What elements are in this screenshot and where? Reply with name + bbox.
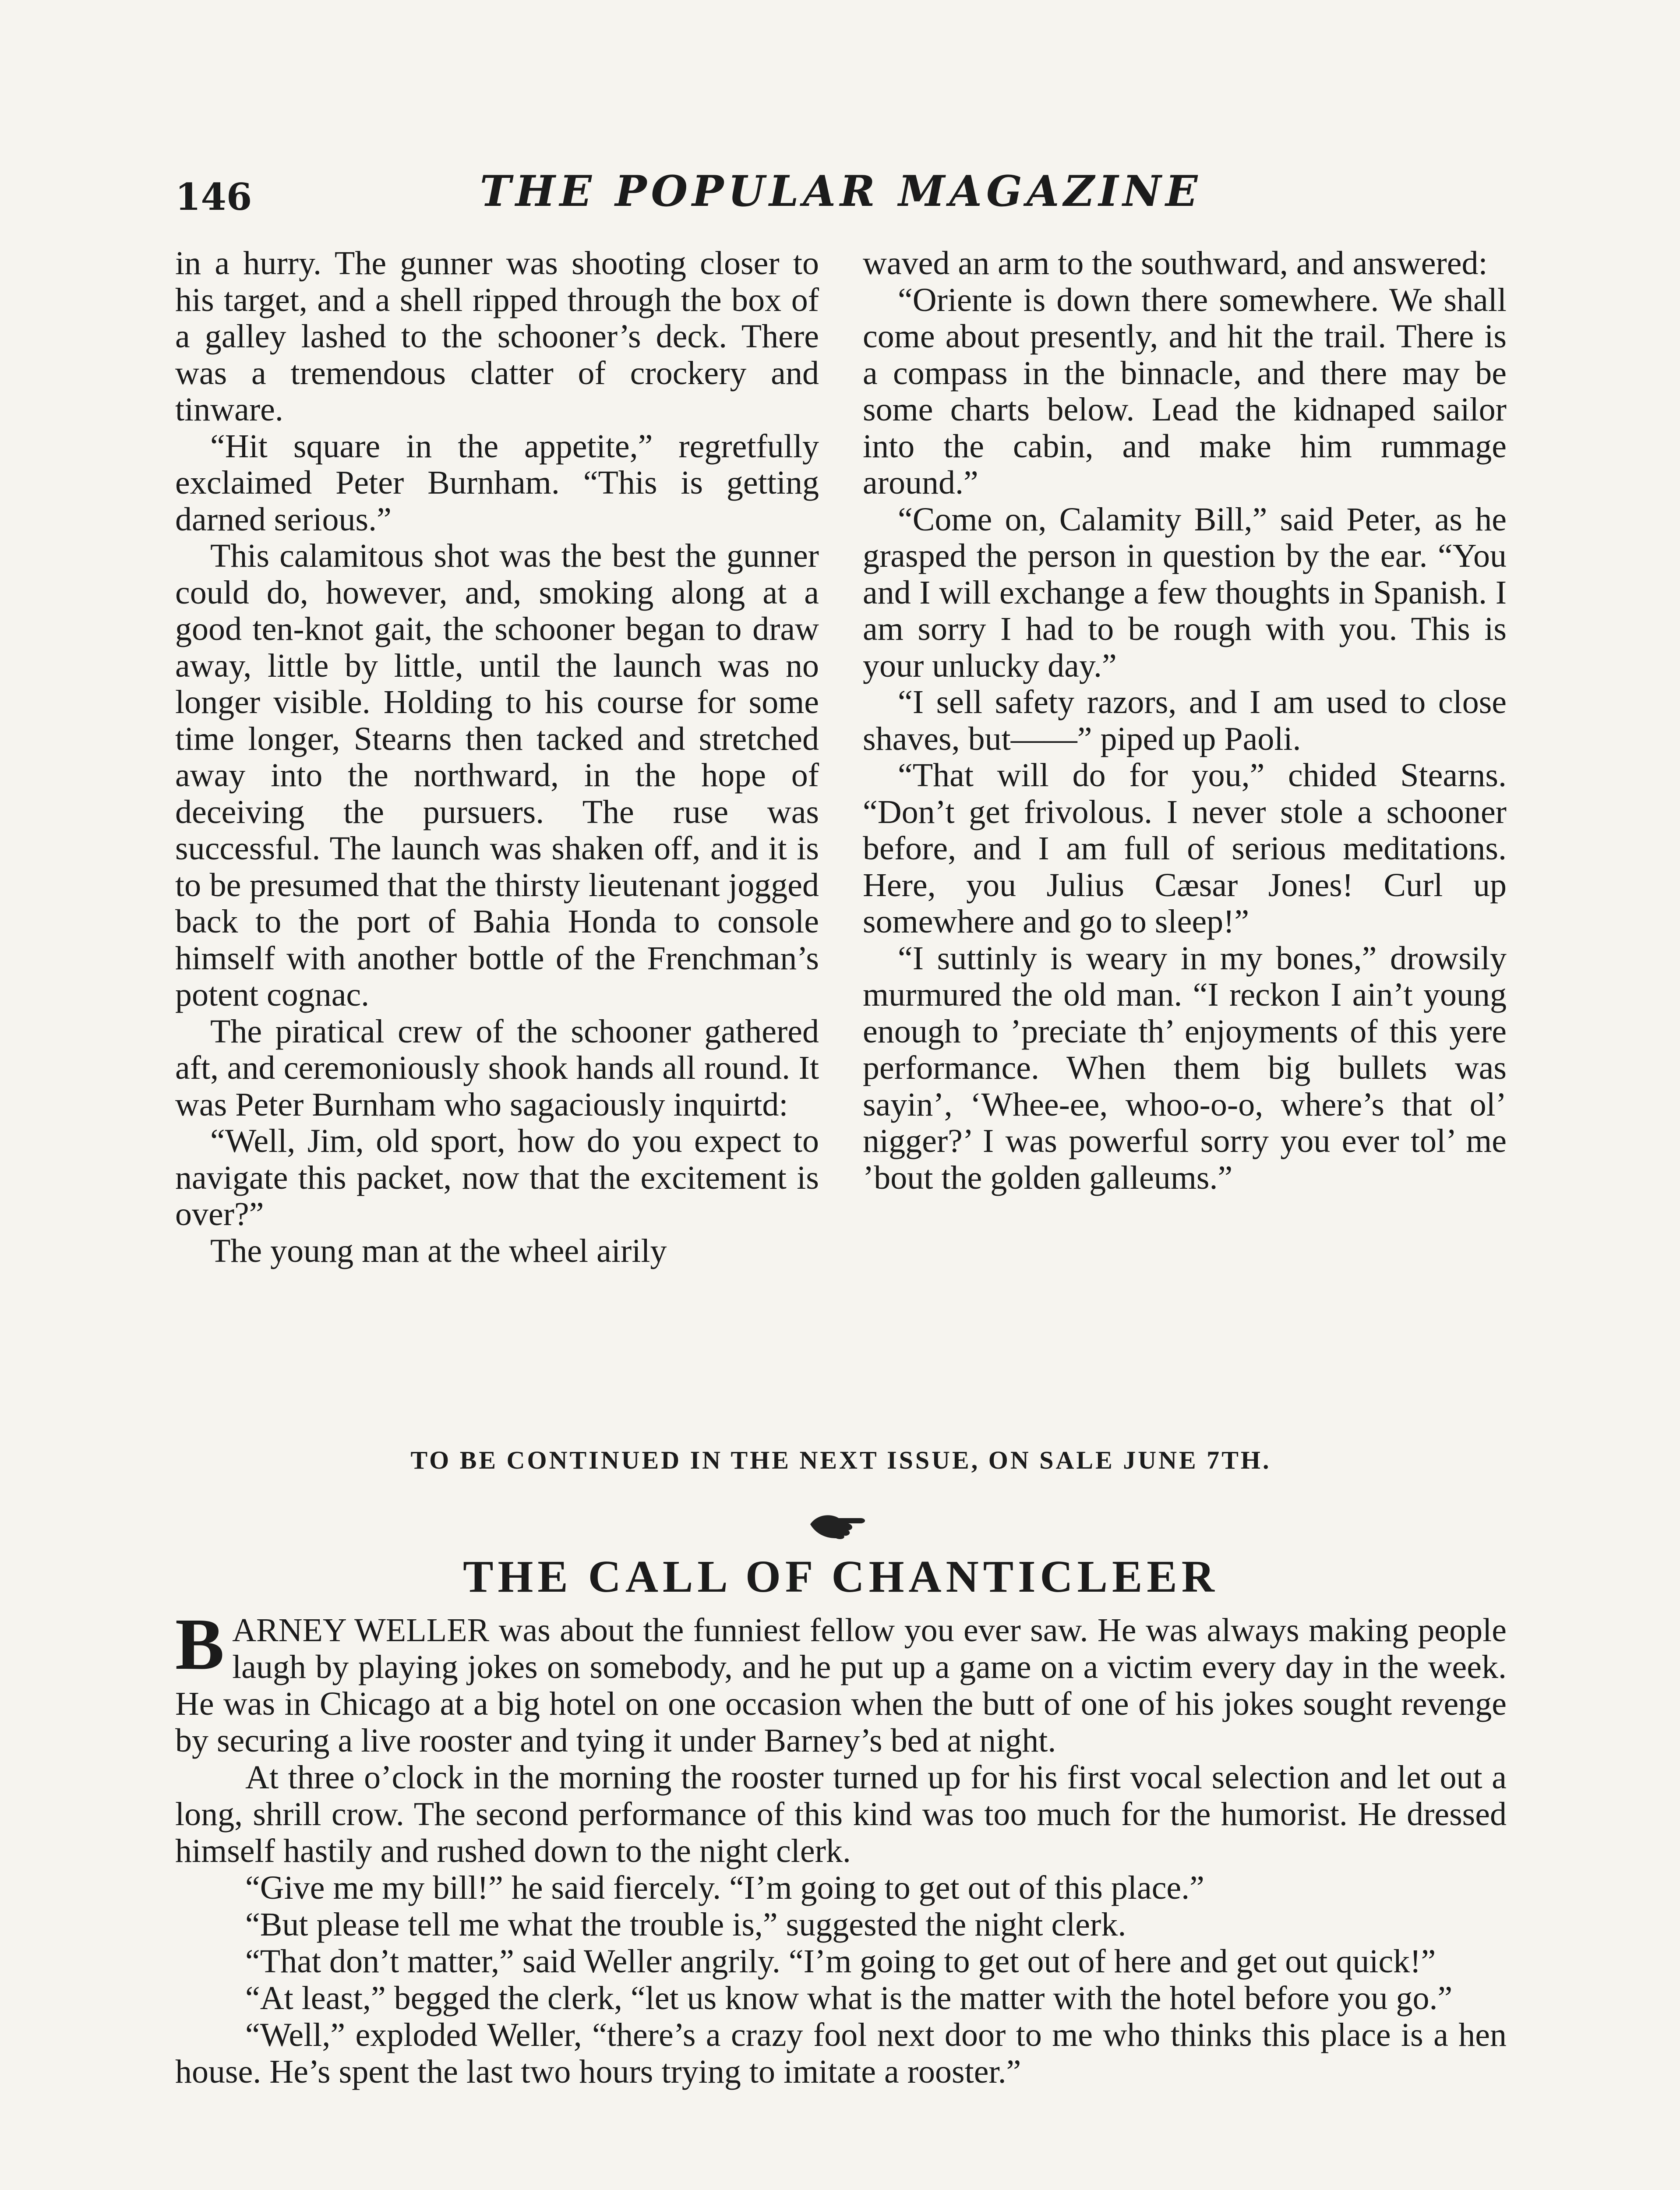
paragraph — [175, 1604, 1507, 1759]
left-column — [175, 245, 819, 1428]
paragraph: At three o’clock in the morning the rooster turned up for his first vocal selection and let out a long, shrill crow. The second performance of this kind was too much for the humorist. He dressed himself hastily and rushed down to the night clerk. — [175, 1759, 1507, 1869]
paragraph: “Hit square in the appetite,” regretfully exclaimed Peter Burnham. “This is getting darned serious.” — [175, 427, 819, 538]
first-paragraph-text: ARNEY WELLER was about the funniest fellow you ever saw. He was always making people laugh by playing jokes on somebody, and he put up a game on a victim every day in the week. He was in Chicago at a big hotel on one occasion when the butt of one of his jokes sought revenge by securing a live rooster and tying it under Barney’s bed at night. — [175, 1612, 1507, 1759]
paragraph: “Come on, Calamity Bill,” said Peter, as he grasped the person in question by the ear. “You and I will exchange a few thoughts in Spanish. I am sorry I had to be rough with you. This is your unlucky day.” — [863, 501, 1507, 684]
paragraph: “Well,” exploded Weller, “there’s a crazy fool next door to me who thinks this place is a hen house. He’s spent the last two hours trying to imitate a rooster.” — [175, 2017, 1507, 2090]
right-column — [863, 245, 1507, 1428]
drop-cap: B — [175, 1604, 225, 1685]
page-number: 146 — [175, 175, 252, 219]
paragraph: “At least,” begged the clerk, “let us know what is the matter with the hotel before you go.” — [245, 1980, 1453, 2017]
paragraph: “Oriente is down there somewhere. We shall come about presently, and hit the trail. There is a compass in the binnacle, and there may be some charts below. Lead the kidnaped sailor into the cabin, and make him rummage around.” — [863, 281, 1507, 501]
paragraph: in a hurry. The gunner was shooting closer to his target, and a shell ripped through the box of a galley lashed to the schooner’s deck. There was a tremendous clatter of crockery and tinware. — [175, 245, 819, 428]
paragraph: “Well, Jim, old sport, how do you expect to navigate this packet, now that the excitement is over?” — [175, 1123, 819, 1233]
two-column-text — [175, 245, 1507, 1428]
running-title: THE POPULAR MAGAZINE — [480, 166, 1202, 216]
paragraph: waved an arm to the southward, and answered: — [863, 245, 1488, 282]
paragraph: “Give me my bill!” he said fiercely. “I’m going to get out of this place.” — [245, 1869, 1204, 1906]
paragraph: “I suttinly is weary in my bones,” drowsily murmured the old man. “I reckon I ain’t young enough to ’preciate th’ enjoyments of this yere performance. When them big bullets was sayin’, ‘Whee-ee, whoo-o-o, where’s that ol’ nigger?’ I was powerful sorry you ever tol’ me ’bout the golden galleums.” — [863, 940, 1507, 1196]
paragraph: The piratical crew of the schooner gathered aft, and ceremoniously shook hands all round. It was Peter Burnham who sagaciously inquirtd: — [175, 1013, 819, 1123]
continued-notice: TO BE CONTINUED IN THE NEXT ISSUE, ON SALE JUNE 7TH. — [410, 1446, 1271, 1474]
paragraph: “I sell safety razors, and I am used to close shaves, but——” piped up Paoli. — [863, 684, 1507, 757]
paragraph: “But please tell me what the trouble is,” suggested the night clerk. — [245, 1906, 1126, 1943]
pointing-hand-ornament-icon — [808, 1507, 869, 1542]
paragraph: “That will do for you,” chided Stearns. “Don’t get frivolous. I never stole a schooner before, and I am full of serious meditations. Here, you Julius Cæsar Jones! Curl up somewhere and go to sleep!” — [863, 757, 1507, 940]
paragraph: This calamitous shot was the best the gunner could do, however, and, smoking along at a good ten-knot gait, the schooner began to draw away, little by little, until the launch was no longer visible. Holding to his course for some time longer, Stearns then tacked and stretched away into the northward, in the hope of deceiving the pursuers. The ruse was successful. The launch was shaken off, and it is to be presumed that the thirsty lieutenant jogged back to the port of Bahia Honda to console himself with another bottle of the Frenchman’s potent cognac. — [175, 537, 819, 1013]
story-title: THE CALL OF CHANTICLEER — [463, 1551, 1219, 1602]
story-body — [175, 1604, 1507, 2190]
page-header — [175, 162, 1507, 232]
paragraph: The young man at the wheel airily — [210, 1232, 667, 1269]
paragraph: “That don’t matter,” said Weller angrily. “I’m going to get out of here and get out quick!” — [245, 1943, 1436, 1980]
